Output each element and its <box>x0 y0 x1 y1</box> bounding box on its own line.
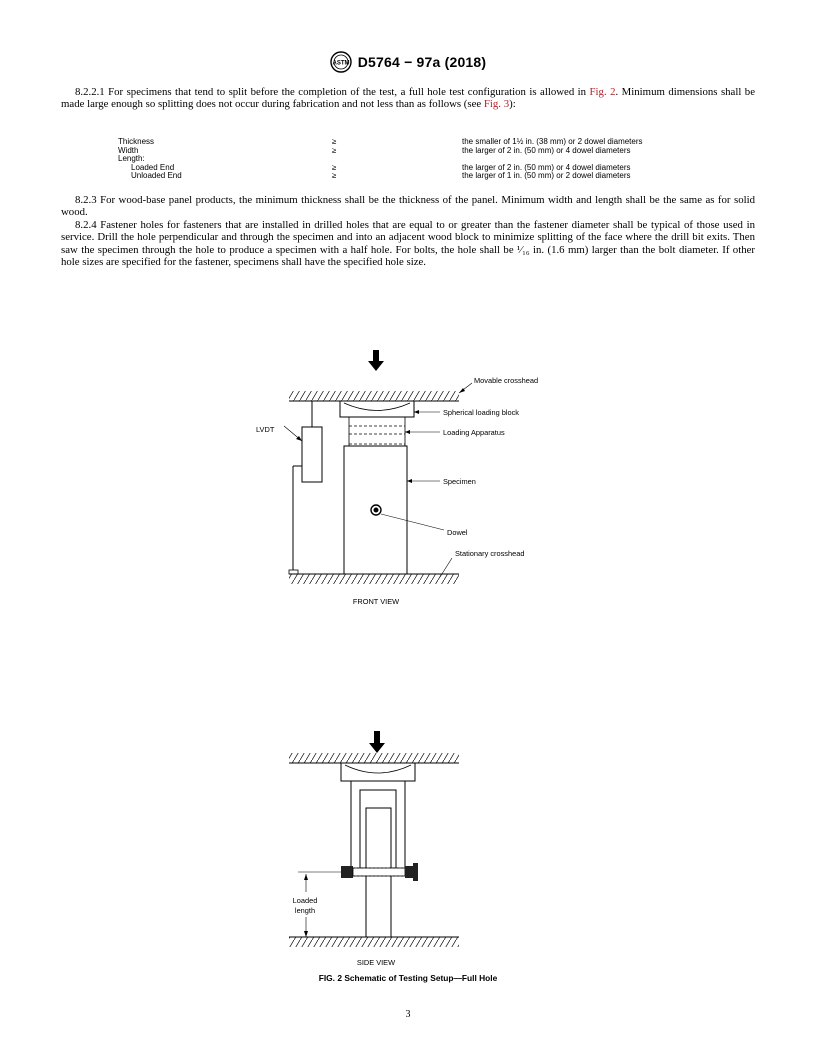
dimension-label: Unloaded End <box>131 171 182 181</box>
page-number: 3 <box>405 1009 411 1020</box>
label-movable-crosshead: Movable crosshead <box>474 376 539 385</box>
label-loaded-length-line-1: Loaded <box>292 896 318 905</box>
dimension-value: the larger of 2 in. (50 mm) or 4 dowel diameters <box>462 145 631 155</box>
section-8-2-3: 8.2.3 For wood-base panel products, the minimum thickness shall be the thickness of the panel. Minimum width and length shall be the same as for solid wood. <box>61 194 755 219</box>
dimension-relation: ≥ <box>332 145 337 155</box>
loading-apparatus <box>349 417 405 446</box>
section-8-2-2-1: 8.2.2.1 For specimens that tend to split before the completion of the test, a full hole test configuration is allowed in Fig. 2. Minimum dimensions shall be made large enough so splitting does not occur during fabrication and not less than as follows (see Fig. 3): <box>61 86 756 111</box>
dimension-label: Loaded End <box>131 162 175 172</box>
stationary-crosshead <box>289 574 459 584</box>
dimension-value: the smaller of 1½ in. (38 mm) or 2 dowel diameters <box>462 137 643 146</box>
load-arrow-icon <box>369 731 385 753</box>
dowel <box>371 505 381 515</box>
label-loaded-length-line-2: length <box>294 906 316 915</box>
dimension-label: Width <box>118 145 139 155</box>
dimension-relation: ≥ <box>332 137 337 146</box>
side-view-label: SIDE VIEW <box>356 958 396 967</box>
load-arrow-icon <box>368 350 384 371</box>
section-8-2-4: 8.2.4 Fastener holes for fasteners that are installed in drilled holes that are equal to or greater than the fastener diameter shall be typical of those used in service. Drill the hole perpendicular and through the specimen and into an adjacent wood block to minimize splitting of the face where the drill bit exits. Then saw the specimen through the hole to produce a specimen with a half hole. For bolts, the hole shall be ¹⁄₁₆ in. (1.6 mm) larger than the bolt diameter. If other hole sizes are specified for the fastener, specimens shall have the specified hole size. <box>61 218 755 269</box>
figure-caption: FIG. 2 Schematic of Testing Setup—Full Hole <box>318 973 498 983</box>
movable-crosshead <box>289 391 459 401</box>
lvdt <box>289 401 322 574</box>
label-spherical-loading-block: Spherical loading block <box>443 408 520 417</box>
label-specimen: Specimen <box>443 477 476 486</box>
dimension-value: the larger of 2 in. (50 mm) or 4 dowel diameters <box>462 162 631 172</box>
front-view-label: FRONT VIEW <box>352 597 400 606</box>
label-stationary-crosshead: Stationary crosshead <box>455 549 525 558</box>
dimension-label: Length: <box>118 154 145 164</box>
label-lvdt: LVDT <box>256 425 275 434</box>
standard-designation: D5764 − 97a (2018) <box>357 54 487 70</box>
svg-text:ASTM: ASTM <box>332 60 350 67</box>
dimension-relation: ≥ <box>332 171 337 181</box>
fig-2-link[interactable]: Fig. 2 <box>589 86 616 98</box>
dimension-value: the larger of 1 in. (50 mm) or 2 dowel diameters <box>462 171 631 181</box>
fig-3-link[interactable]: Fig. 3 <box>483 98 510 111</box>
label-dowel: Dowel <box>447 528 468 537</box>
spherical-loading-block <box>340 401 414 417</box>
label-loading-apparatus: Loading Apparatus <box>443 428 505 437</box>
dimension-relation: ≥ <box>332 162 337 172</box>
dimension-label: Thickness <box>118 137 155 146</box>
